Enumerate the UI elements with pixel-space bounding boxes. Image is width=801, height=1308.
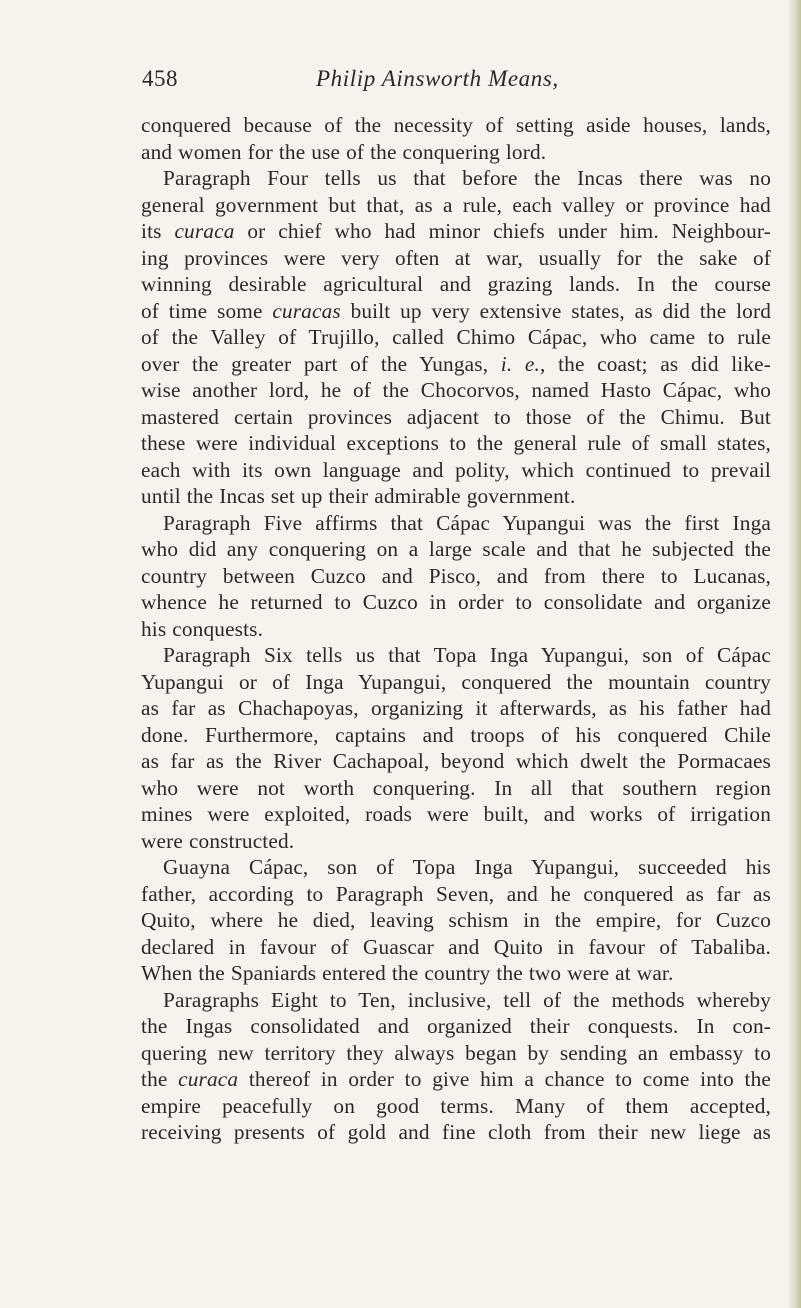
text-line: Guayna Cápac, son of Topa Inga Yupangui, succeeded his (163, 855, 771, 879)
text-line: Paragraph Four tells us that before the Incas there was no (163, 166, 771, 190)
text-line: whence he returned to Cuzco in order to consolidate and organize (141, 590, 771, 614)
text-line: his conquests. (141, 616, 264, 641)
text-line: done. Furthermore, captains and troops of his conquered Chile (141, 722, 771, 747)
running-title: Philip Ainsworth Means, (316, 66, 559, 91)
text-line: as far as the River Cachapoal, beyond which dwelt the Pormacaes (141, 749, 771, 773)
running-head (142, 62, 722, 96)
text-line: Quito, where he died, leaving schism in the empire, for Cuzco (141, 908, 771, 932)
text-line: wise another lord, he of the Chocorvos, named Hasto Cápac, who (141, 378, 771, 402)
body-text (141, 112, 771, 1146)
text-line: empire peacefully on good terms. Many of them accepted, (141, 1093, 771, 1118)
text-line: until the Incas set up their admirable government. (141, 484, 576, 508)
text-line: each with its own language and polity, which continued to prevail (141, 457, 771, 482)
text-line: receiving presents of gold and fine cloth from their new liege as (141, 1120, 771, 1144)
text-line: father, according to Paragraph Seven, and he conquered as far as (141, 881, 771, 906)
text-line: winning desirable agricultural and grazing lands. In the course (141, 272, 771, 296)
text-line: of time some curacas built up very extensive states, as did the lord (141, 298, 771, 323)
text-line: declared in favour of Guascar and Quito in favour of Tabaliba. (141, 934, 771, 959)
text-line: ing provinces were very often at war, usually for the sake of (141, 245, 771, 270)
page-number: 458 (142, 66, 178, 91)
text-line: conquered because of the necessity of setting aside houses, lands, (141, 113, 771, 137)
text-line: mines were exploited, roads were built, and works of irrigation (141, 802, 771, 826)
text-line: its curaca or chief who had minor chiefs under him. Neighbour- (141, 219, 771, 243)
text-line: general government but that, as a rule, each valley or province had (141, 192, 771, 217)
text-line: who did any conquering on a large scale and that he subjected the (141, 537, 771, 561)
text-line: over the greater part of the Yungas, i. e., the coast; as did like- (141, 351, 771, 376)
text-line: these were individual exceptions to the general rule of small states, (141, 431, 771, 455)
text-line: Paragraphs Eight to Ten, inclusive, tell of the methods whereby (163, 987, 771, 1012)
page-edge-shadow (787, 0, 801, 1308)
text-line: and women for the use of the conquering lord. (141, 139, 547, 164)
text-line: country between Cuzco and Pisco, and from there to Lucanas, (141, 563, 771, 588)
text-line: quering new territory they always began by sending an embassy to (141, 1040, 771, 1065)
text-line: the Ingas consolidated and organized their conquests. In con- (141, 1014, 771, 1038)
text-line: of the Valley of Trujillo, called Chimo Cápac, who came to rule (141, 325, 771, 349)
text-line: the curaca thereof in order to give him a chance to come into the (141, 1067, 771, 1091)
text-line: When the Spaniards entered the country the two were at war. (141, 961, 674, 985)
text-line: who were not worth conquering. In all that southern region (141, 775, 771, 800)
text-line: Paragraph Six tells us that Topa Inga Yupangui, son of Cápac (163, 643, 771, 667)
text-line: were constructed. (141, 828, 295, 853)
text-line: as far as Chachapoyas, organizing it afterwards, as his father had (141, 696, 771, 720)
text-line: Yupangui or of Inga Yupangui, conquered the mountain country (141, 669, 771, 694)
text-line: mastered certain provinces adjacent to those of the Chimu. But (141, 404, 771, 429)
text-line: Paragraph Five affirms that Cápac Yupangui was the first Inga (163, 510, 771, 535)
